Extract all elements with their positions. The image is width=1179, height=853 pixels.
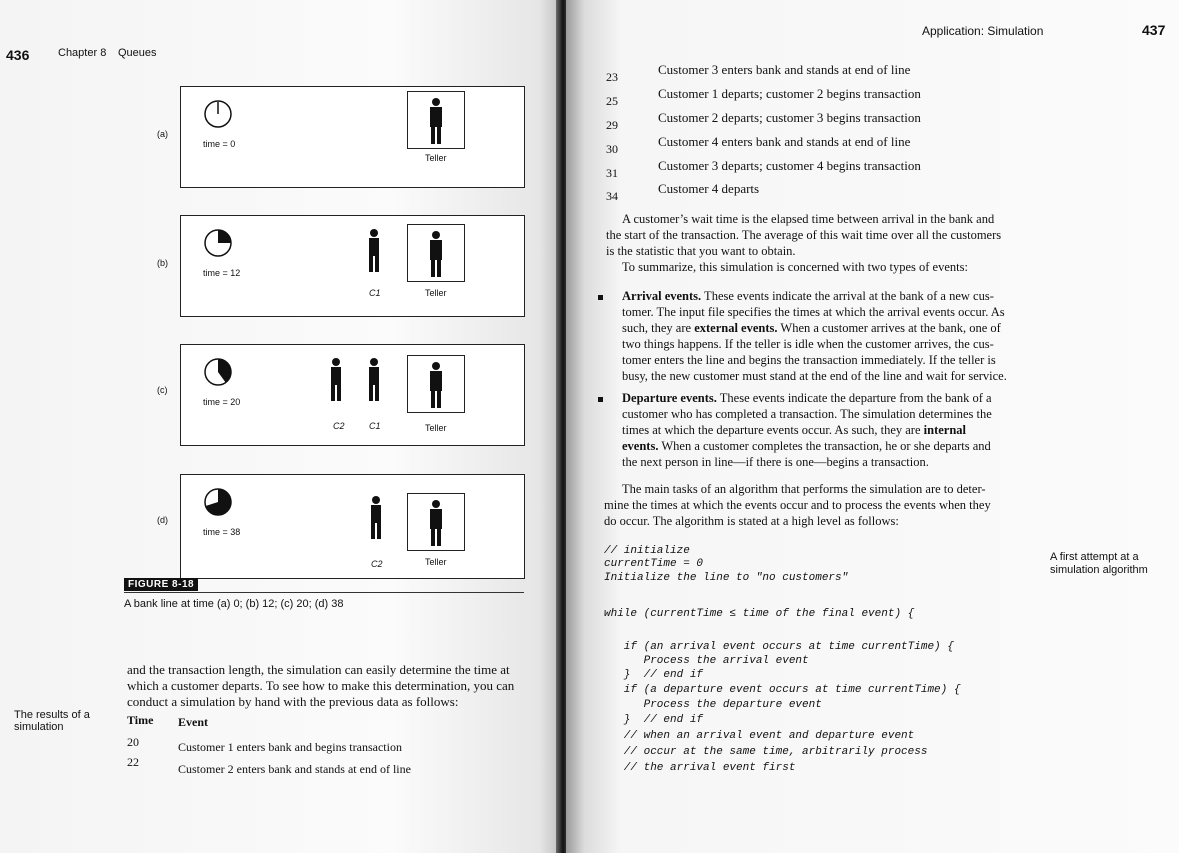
teller-person-icon: [408, 356, 464, 412]
panel-label: (d): [157, 515, 168, 525]
para-line: To summarize, this simulation is concerned with two types of events:: [622, 260, 968, 274]
teller-box: [407, 224, 465, 282]
event-time: 25: [606, 94, 618, 108]
event-text: Customer 3 enters bank and stands at end of line: [658, 62, 911, 77]
bullet2-line: [622, 439, 991, 455]
panel-label: (c): [157, 385, 168, 395]
bullet1-term: Arrival events.: [622, 289, 702, 303]
event-text: Customer 4 enters bank and stands at end of line: [658, 134, 911, 149]
clock-icon: [203, 357, 233, 387]
teller-person-icon: [408, 494, 464, 550]
bullet1-line: tomer. The input file specifies the times at which the arrival events occur. As: [622, 305, 1005, 319]
para-line: mine the times at which the events occur and to process the events when they: [604, 498, 991, 512]
customer-label: C1: [369, 421, 381, 431]
event-text: Customer 4 departs: [658, 181, 760, 196]
code-line: Process the departure event: [604, 699, 822, 711]
left-page: [0, 0, 562, 853]
clock-icon: [203, 99, 233, 129]
bullet2-text: times at which the departure events occur. As such, they are: [622, 423, 924, 437]
event-time: 23: [606, 70, 618, 84]
table-cell-time: 20: [127, 735, 139, 749]
para-line: do occur. The algorithm is stated at a high level as follows:: [604, 514, 899, 528]
figure-rule: [124, 592, 524, 593]
figure-badge: FIGURE 8-18: [124, 578, 198, 591]
event-time: 30: [606, 142, 618, 156]
bullet-marker: [598, 397, 603, 402]
bullet2-bold: events.: [622, 439, 659, 453]
bullet2-line: [622, 391, 992, 407]
page-number-right: 437: [1142, 22, 1166, 38]
code-line: // the arrival event first: [604, 762, 796, 774]
event-time: 29: [606, 118, 618, 132]
clock-icon: [203, 487, 233, 517]
bullet2-text: These events indicate the departure from the bank of a: [716, 391, 992, 405]
panel-label: (a): [157, 129, 168, 139]
table-cell-time: 22: [127, 755, 139, 769]
event-time: 34: [606, 189, 618, 203]
table-head-event: Event: [178, 715, 208, 729]
teller-person-icon: [408, 225, 464, 281]
body-line: conduct a simulation by hand with the previous data as follows:: [127, 694, 459, 709]
bullet2-text: When a customer completes the transaction, he or she departs and: [658, 439, 991, 453]
teller-label: Teller: [425, 153, 447, 163]
teller-person-icon: [408, 92, 464, 148]
chapter-title: Queues: [118, 47, 157, 59]
para-line: is the statistic that you want to obtain.: [606, 244, 796, 258]
page-number-left: 436: [6, 47, 30, 63]
customer-person-icon: [365, 228, 383, 274]
bullet-marker: [598, 295, 603, 300]
margin-note-line: A first attempt at a: [1050, 551, 1139, 563]
figure-caption: A bank line at time (a) 0; (b) 12; (c) 20; (d) 38: [124, 598, 344, 610]
code-line: currentTime = 0: [604, 558, 704, 570]
code-line: while (currentTime ≤ time of the final event) {: [604, 608, 915, 620]
time-label: time = 38: [203, 527, 241, 537]
code-line: } // end if: [604, 714, 704, 726]
teller-label: Teller: [425, 423, 447, 433]
bullet1-text: These events indicate the arrival at the bank of a new cus-: [701, 289, 994, 303]
time-label: time = 0: [203, 139, 236, 149]
bullet1-text: such, they are: [622, 321, 695, 335]
body-line: which a customer departs. To see how to make this determination, you can: [127, 678, 515, 693]
bullet1-line: busy, the new customer must stand at the end of the line and wait for service.: [622, 369, 1007, 383]
table-head-time: Time: [127, 713, 154, 727]
code-line: // when an arrival event and departure event: [604, 730, 915, 742]
customer-person-icon: [327, 357, 345, 403]
figure-panel-b: [157, 215, 525, 317]
bullet2-bold: internal: [923, 423, 966, 437]
bullet1-line: two things happens. If the teller is idle when the customer arrives, the cus-: [622, 337, 994, 351]
code-line: // initialize: [604, 545, 690, 557]
body-line: and the transaction length, the simulation can easily determine the time at: [127, 662, 510, 677]
para-line: the start of the transaction. The average of this wait time over all the customers: [606, 228, 1002, 242]
table-cell-event: Customer 2 enters bank and stands at end of line: [178, 762, 411, 776]
code-line: if (a departure event occurs at time currentTime) {: [604, 684, 961, 696]
teller-box: [407, 91, 465, 149]
code-line: Process the arrival event: [604, 655, 809, 667]
teller-label: Teller: [425, 557, 447, 567]
customer-label: C2: [371, 559, 383, 569]
teller-label: Teller: [425, 288, 447, 298]
running-head: Application: Simulation: [922, 24, 1044, 38]
customer-label: C2: [333, 421, 345, 431]
event-text: Customer 3 departs; customer 4 begins transaction: [658, 158, 921, 173]
margin-note-line: The results of a: [14, 709, 90, 721]
time-label: time = 12: [203, 268, 241, 278]
bullet1-text: When a customer arrives at the bank, one of: [777, 321, 1001, 335]
customer-person-icon: [367, 495, 385, 541]
code-line: Initialize the line to "no customers": [604, 572, 849, 584]
code-line: // occur at the same time, arbitrarily process: [604, 746, 928, 758]
bullet2-line: the next person in line—if there is one—begins a transaction.: [622, 455, 929, 469]
figure-panel-a: [157, 86, 525, 188]
event-time: 31: [606, 166, 618, 180]
panel-label: (b): [157, 258, 168, 268]
margin-note-line: simulation: [14, 721, 64, 733]
bullet2-line: customer who has completed a transaction. The simulation determines the: [622, 407, 992, 421]
event-text: Customer 2 departs; customer 3 begins transaction: [658, 110, 921, 125]
bullet1-line: [622, 289, 994, 305]
chapter-label: Chapter 8: [58, 47, 107, 59]
bullet2-term: Departure events.: [622, 391, 717, 405]
customer-label: C1: [369, 288, 381, 298]
margin-note-line: simulation algorithm: [1050, 564, 1148, 576]
para-line: The main tasks of an algorithm that performs the simulation are to deter-: [622, 482, 986, 496]
figure-panel-d: [157, 474, 525, 579]
customer-person-icon: [365, 357, 383, 403]
table-cell-event: Customer 1 enters bank and begins transaction: [178, 740, 402, 754]
right-page: [566, 0, 1179, 853]
event-text: Customer 1 departs; customer 2 begins transaction: [658, 86, 921, 101]
bullet2-line: [622, 423, 966, 439]
figure-panel-c: [157, 344, 525, 446]
bullet1-line: [622, 321, 1001, 337]
bullet1-bold: external events.: [694, 321, 778, 335]
para-line: A customer’s wait time is the elapsed time between arrival in the bank and: [622, 212, 995, 226]
bullet1-line: tomer enters the line and begins the transaction immediately. If the teller is: [622, 353, 996, 367]
code-line: } // end if: [604, 669, 704, 681]
teller-box: [407, 355, 465, 413]
teller-box: [407, 493, 465, 551]
time-label: time = 20: [203, 397, 241, 407]
clock-icon: [203, 228, 233, 258]
code-line: if (an arrival event occurs at time currentTime) {: [604, 641, 954, 653]
